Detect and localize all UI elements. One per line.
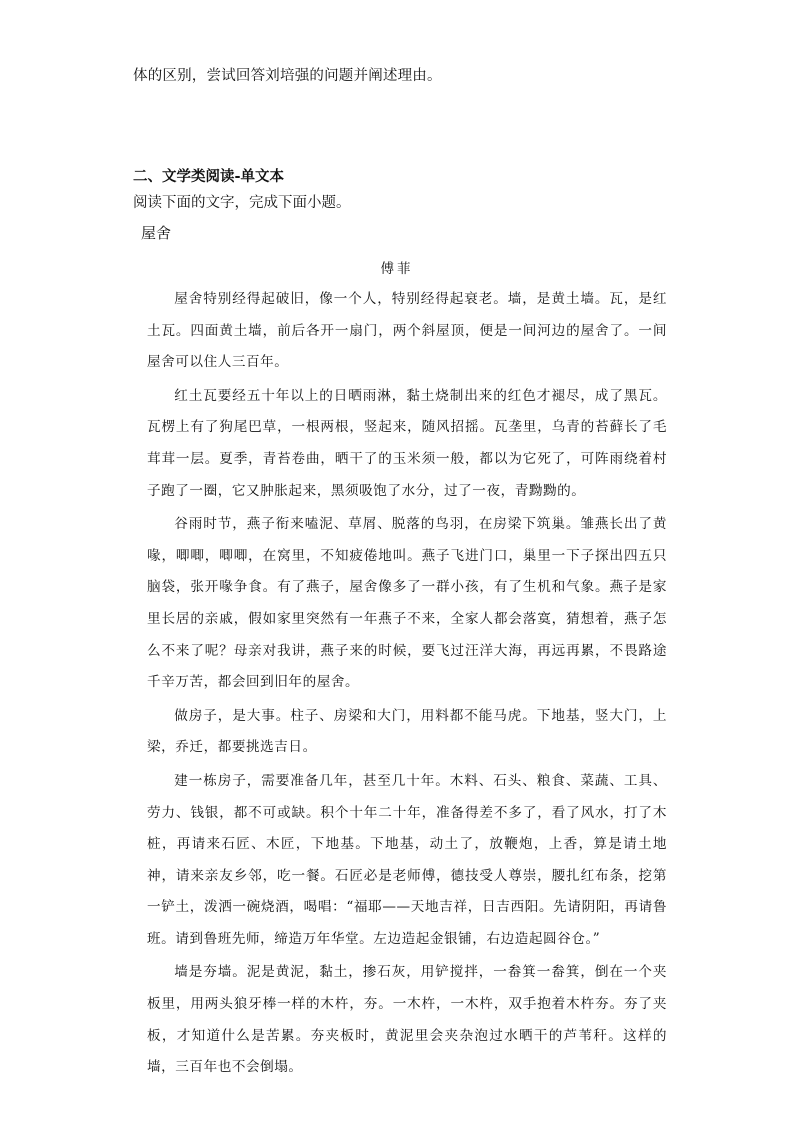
previous-question-tail: 体的区别，尝试回答刘培强的问题并阐述理由。	[133, 68, 442, 84]
article-title: 屋舍	[141, 224, 172, 242]
paragraph: 谷雨时节，燕子衔来嗑泥、草屑、脱落的鸟羽，在房梁下筑巢。雏燕长出了黄喙，唧唧，唧唧，在窝里，不知疲倦地叫。燕子飞进门口，巢里一下子探出四五只脑袋，张开喙争食。有了燕子，屋舍像多了一群小孩，有了生机和气象。燕子是家里长居的亲戚，假如家里突然有一年燕子不来，全家人都会落寞，猜想着，燕子怎么不来了呢？母亲对我讲，燕子来的时候，要飞过汪洋大海，再远再累，不畏路途千辛万苦，都会回到旧年的屋舍。	[147, 516, 667, 691]
paragraph: 做房子，是大事。柱子、房梁和大门，用料都不能马虎。下地基，竖大门，上梁，乔迁，都要挑选吉日。	[147, 707, 667, 756]
paragraph: 墙是夯墙。泥是黄泥，黏土，掺石灰，用铲搅拌，一畚箕一畚箕，倒在一个夹板里，用两头狼牙棒一样的木杵，夯。一木杵，一木杵，双手抱着木杵夯。夯了夹板，才知道什么是苦累。夯夹板时，黄泥里会夹杂泡过水晒干的芦苇秆。这样的墙，三百年也不会倒塌。	[147, 964, 667, 1076]
paragraph: 建一栋房子，需要准备几年，甚至几十年。木料、石头、粮食、菜蔬、工具、劳力、钱银，都不可或缺。积个十年二十年，准备得差不多了，看了风水，打了木桩，再请来石匠、木匠，下地基。下地基，动土了，放鞭炮，上香，算是请土地神，请来亲友乡邻，吃一餐。石匠必是老师傅，德技受人尊崇，腰扎红布条，挖第一铲土，泼洒一碗烧酒，喝唱：“福耶——天地吉祥，日吉西阳。先请阴阳，再请鲁班。请到鲁班先师，缔造万年华堂。左边造起金银铺，右边造起圆谷仓。”	[147, 772, 667, 947]
paragraph: 红土瓦要经五十年以上的日晒雨淋，黏土烧制出来的红色才褪尽，成了黑瓦。瓦楞上有了狗尾巴草，一根两根，竖起来，随风招摇。瓦垄里，乌青的苔藓长了毛茸茸一层。夏季，青苔卷曲，晒干了的玉米须一般，都以为它死了，可阵雨绕着村子跑了一圈，它又肿胀起来，黑须吸饱了水分，过了一夜，青黝黝的。	[147, 387, 667, 499]
article-author: 傅菲	[380, 261, 414, 277]
section-heading: 二、文学类阅读-单文本	[133, 169, 285, 185]
paragraph: 屋舍特别经得起破旧，像一个人，特别经得起衰老。墙，是黄土墙。瓦，是红土瓦。四面黄土墙，前后各开一扇门，两个斜屋顶，便是一间河边的屋舍了。一间屋舍可以住人三百年。	[147, 291, 667, 371]
reading-instruction: 阅读下面的文字，完成下面小题。	[133, 195, 351, 211]
article-body	[147, 284, 667, 1086]
